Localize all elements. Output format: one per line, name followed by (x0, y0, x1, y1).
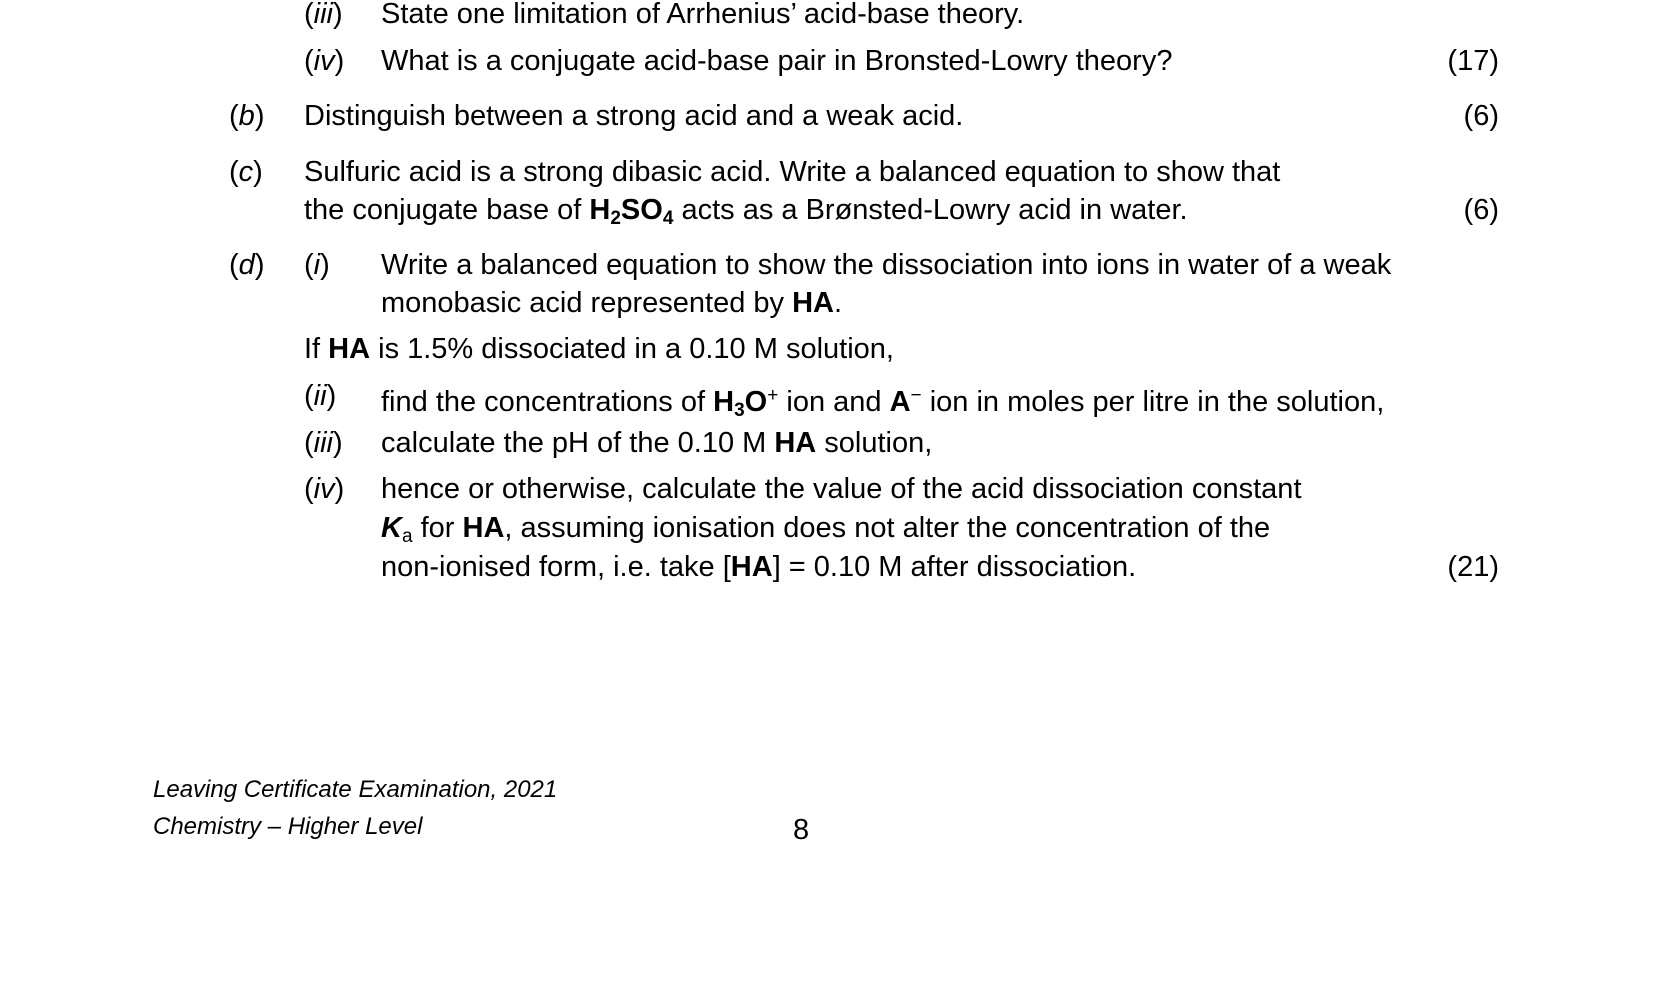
question-a-iv-text: What is a conjugate acid-base pair in Bronsted-Lowry theory? (381, 45, 1173, 77)
question-c-line1: Sulfuric acid is a strong dibasic acid. Write a balanced equation to show that (304, 156, 1281, 188)
paren-open: ( (229, 249, 239, 281)
question-d-i-line1: Write a balanced equation to show the dissociation into ions in water of a weak (381, 249, 1392, 281)
formula-ha: HA (462, 512, 505, 544)
formula-subscript: 3 (734, 400, 745, 421)
text-segment: is 1.5% dissociated in a 0.10 M solution, (370, 333, 894, 365)
numeral: iv (313, 45, 335, 77)
paren-close: ) (326, 380, 337, 412)
question-a-iv-label (304, 41, 344, 81)
formula-ha: HA (792, 287, 834, 319)
formula-a: A (889, 386, 911, 418)
question-d-iv-line3 (381, 547, 1136, 587)
numeral: iii (313, 0, 334, 30)
question-c-label (229, 152, 263, 192)
formula-subscript: 4 (662, 208, 674, 229)
ka-symbol: K (381, 512, 402, 544)
text-segment: solution, (816, 427, 933, 459)
question-d-iv-line1: hence or otherwise, calculate the value of the acid dissociation constant (381, 473, 1302, 505)
question-d-iv-label (304, 469, 344, 509)
text-segment: find the concentrations of (381, 386, 714, 418)
numeral: iii (313, 427, 334, 459)
paren-close: ) (253, 156, 263, 188)
question-d-i-line2 (381, 283, 842, 323)
question-d-iii-label (304, 423, 343, 463)
letter: b (238, 100, 255, 132)
marks-a: (17) (1447, 45, 1499, 77)
text-segment: monobasic acid represented by (381, 287, 793, 319)
question-d-ii-label (304, 376, 336, 416)
paren-close: ) (334, 45, 345, 77)
text-segment: ion and (778, 386, 890, 418)
text-segment: ion in moles per litre in the solution, (921, 386, 1385, 418)
ka-subscript: a (401, 526, 413, 547)
text-segment: ] = 0.10 M after dissociation. (772, 551, 1137, 583)
paren-open: ( (229, 156, 239, 188)
paren-open: ( (304, 473, 314, 505)
question-d-intro (304, 329, 894, 369)
paren-close: ) (334, 473, 345, 505)
formula-subscript: 2 (610, 208, 621, 229)
question-d-i-label (304, 245, 330, 285)
question-b-label (229, 96, 264, 136)
formula-ha: HA (328, 333, 371, 365)
paren-open: ( (304, 45, 314, 77)
text-segment: . (833, 287, 843, 319)
page-number: 8 (793, 814, 810, 846)
text-segment: acts as a Brønsted-Lowry acid in water. (673, 194, 1188, 226)
paren-open: ( (229, 100, 239, 132)
text-segment: If (304, 333, 329, 365)
text-segment: calculate the pH of the 0.10 M (381, 427, 775, 459)
letter: d (238, 249, 255, 281)
paren-open: ( (304, 427, 314, 459)
marks-b: (6) (1463, 100, 1499, 132)
formula-h: H (589, 194, 611, 226)
question-a-iii-text: State one limitation of Arrhenius’ acid-base theory. (381, 0, 1025, 30)
paren-open: ( (304, 380, 314, 412)
paren-close: ) (320, 249, 330, 281)
footer-subject: Chemistry – Higher Level (153, 813, 423, 840)
paren-open: ( (304, 0, 314, 30)
numeral: iv (313, 473, 335, 505)
numeral: i (313, 249, 321, 281)
text-segment: for (412, 512, 463, 544)
formula-superscript: − (910, 385, 922, 406)
question-d-iii-text (381, 423, 932, 463)
formula-ha: HA (730, 551, 773, 583)
paren-close: ) (254, 249, 265, 281)
paren-open: ( (304, 249, 314, 281)
marks-d: (21) (1447, 551, 1499, 583)
question-a-iii-label (304, 0, 343, 34)
formula-h: H (713, 386, 735, 418)
formula-o: O (744, 386, 768, 418)
footer-exam-title: Leaving Certificate Examination, 2021 (153, 776, 558, 803)
marks-c: (6) (1463, 194, 1499, 226)
text-segment: the conjugate base of (304, 194, 590, 226)
question-c-line2 (304, 190, 1188, 239)
question-d-label (229, 245, 264, 285)
paren-close: ) (254, 100, 265, 132)
paren-close: ) (333, 0, 343, 30)
formula-so: SO (620, 194, 663, 226)
numeral: ii (313, 380, 327, 412)
text-segment: non-ionised form, i.e. take [ (381, 551, 731, 583)
formula-superscript: + (767, 385, 779, 406)
formula-ha: HA (774, 427, 817, 459)
question-b-text: Distinguish between a strong acid and a weak acid. (304, 100, 964, 132)
letter: c (238, 156, 254, 188)
text-segment: , assuming ionisation does not alter the concentration of the (504, 512, 1271, 544)
paren-close: ) (333, 427, 343, 459)
